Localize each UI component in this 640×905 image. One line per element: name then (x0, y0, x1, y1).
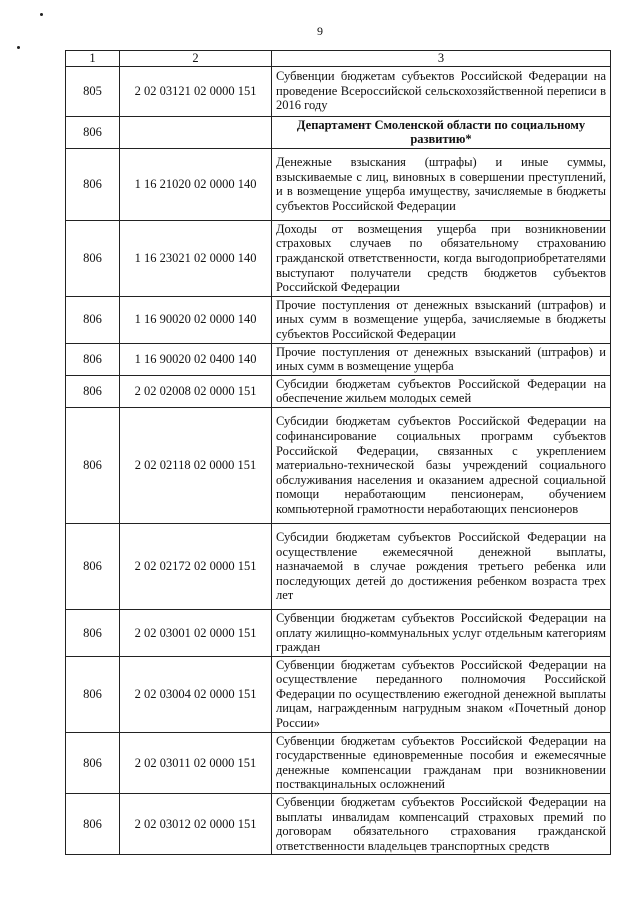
row-number: 806 (66, 656, 120, 732)
page-number: 9 (317, 24, 323, 38)
budget-code: 1 16 90020 02 0400 140 (120, 343, 272, 375)
description: Прочие поступления от денежных взысканий (штрафов) и иных сумм в возмещение ущерба, зачисляемые в бюджеты субъектов Российской Федерации (272, 296, 611, 343)
budget-code: 2 02 03012 02 0000 151 (120, 794, 272, 855)
budget-code: 2 02 02172 02 0000 151 (120, 523, 272, 609)
row-number: 806 (66, 609, 120, 656)
row-number: 806 (66, 732, 120, 793)
row-number: 806 (66, 343, 120, 375)
budget-code: 2 02 03001 02 0000 151 (120, 609, 272, 656)
table-row (66, 375, 611, 407)
description: Субвенции бюджетам субъектов Российской Федерации на государственные единовременные пособия и ежемесячные денежные компенсации гражданам при возникновении поствакцинальных осложнений (272, 732, 611, 793)
row-number: 806 (66, 220, 120, 296)
description: Субвенции бюджетам субъектов Российской Федерации на проведение Всероссийской сельскохозяйственной переписи в 2016 году (272, 66, 611, 116)
description: Денежные взыскания (штрафы) и иные суммы, взыскиваемые с лиц, виновных в совершении преступлений, и в возмещение ущерба имуществу, зачисляемые в бюджеты субъектов Российской Федерации (272, 148, 611, 220)
table-row (66, 523, 611, 609)
table-row (66, 220, 611, 296)
table-row (66, 656, 611, 732)
column-header: 3 (272, 51, 611, 67)
budget-codes-table (65, 50, 611, 855)
description: Субвенции бюджетам субъектов Российской Федерации на выплаты инвалидам компенсаций страховых премий по договорам обязательного страхования гражданской ответственности владельцев транспортных средств (272, 794, 611, 855)
table-row (66, 407, 611, 523)
table-row (66, 609, 611, 656)
table-row (66, 343, 611, 375)
description: Субвенции бюджетам субъектов Российской Федерации на осуществление переданного полномочия Российской Федерации по осуществлению ежегодной денежной выплаты лицам, награжденным нагрудным знаком «Почетный донор России» (272, 656, 611, 732)
budget-code: 2 02 03011 02 0000 151 (120, 732, 272, 793)
row-number: 806 (66, 794, 120, 855)
budget-code (120, 116, 272, 148)
column-header: 1 (66, 51, 120, 67)
scan-speck (40, 13, 43, 16)
row-number: 805 (66, 66, 120, 116)
budget-code: 2 02 02118 02 0000 151 (120, 407, 272, 523)
table-header-row (66, 51, 611, 67)
budget-code: 2 02 03004 02 0000 151 (120, 656, 272, 732)
row-number: 806 (66, 375, 120, 407)
table-row (66, 66, 611, 116)
budget-code: 1 16 21020 02 0000 140 (120, 148, 272, 220)
description: Субсидии бюджетам субъектов Российской Федерации на осуществление ежемесячной денежной выплаты, назначаемой в случае рождения третьего ребенка или последующих детей до достижения ребенком возраста трех лет (272, 523, 611, 609)
description: Субвенции бюджетам субъектов Российской Федерации на оплату жилищно-коммунальных услуг отдельным категориям граждан (272, 609, 611, 656)
budget-code: 1 16 90020 02 0000 140 (120, 296, 272, 343)
column-header: 2 (120, 51, 272, 67)
row-number: 806 (66, 148, 120, 220)
row-number: 806 (66, 407, 120, 523)
table-row (66, 296, 611, 343)
scan-speck (17, 46, 20, 49)
table-row (66, 148, 611, 220)
row-number: 806 (66, 116, 120, 148)
budget-code: 2 02 03121 02 0000 151 (120, 66, 272, 116)
row-number: 806 (66, 523, 120, 609)
budget-code: 2 02 02008 02 0000 151 (120, 375, 272, 407)
description: Субсидии бюджетам субъектов Российской Федерации на софинансирование социальных программ субъектов Российской Федерации, связанных с укреплением материально-технической базы учреждений социального обслуживания населения и оказанием адресной социальной помощи неработающим пенсионерам, обучением компьютерной грамотности неработающих пенсионеров (272, 407, 611, 523)
description: Доходы от возмещения ущерба при возникновении страховых случаев по обязательному страхованию гражданской ответственности, когда выгодоприобретателями выступают получатели средств бюджетов субъектов Российской Федерации (272, 220, 611, 296)
table-row (66, 794, 611, 855)
description: Прочие поступления от денежных взысканий (штрафов) и иных сумм в возмещение ущерба (272, 343, 611, 375)
department-heading: Департамент Смоленской области по социальному развитию* (272, 116, 611, 148)
table-row (66, 116, 611, 148)
row-number: 806 (66, 296, 120, 343)
table-row (66, 732, 611, 793)
description: Субсидии бюджетам субъектов Российской Федерации на обеспечение жильем молодых семей (272, 375, 611, 407)
budget-code: 1 16 23021 02 0000 140 (120, 220, 272, 296)
